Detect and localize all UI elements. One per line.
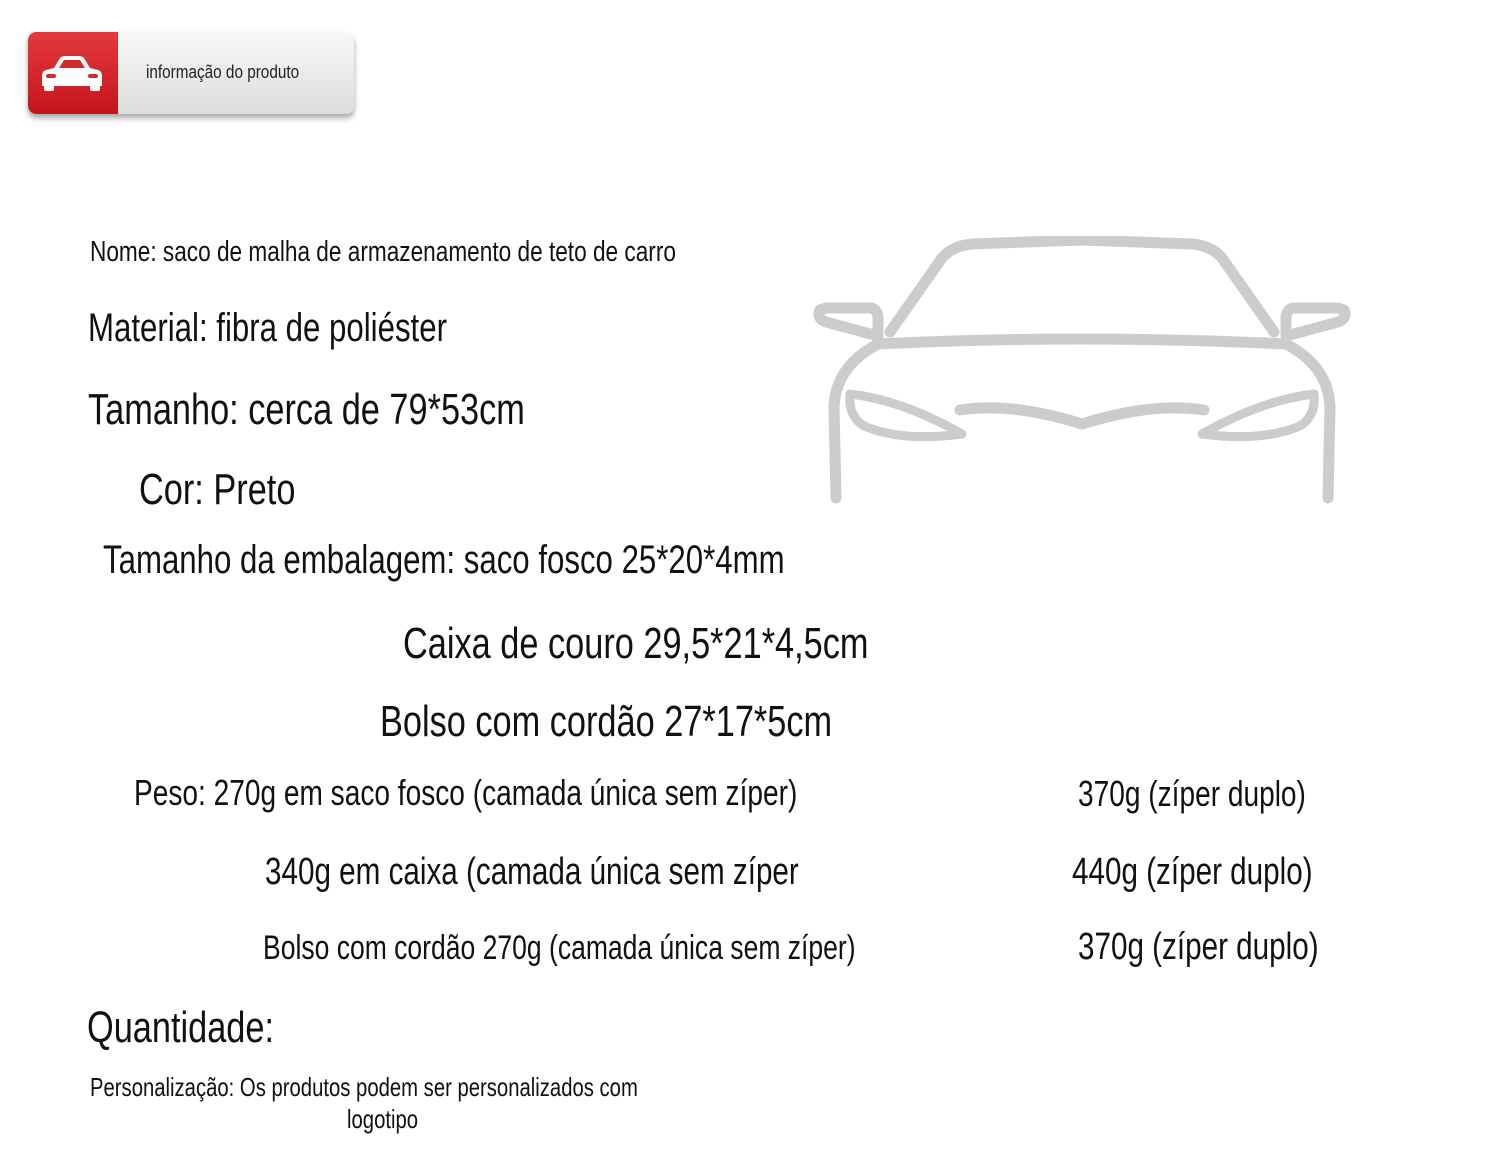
car-front-outline-icon: [812, 236, 1357, 506]
weight-double: 370g (zíper duplo): [1078, 773, 1306, 814]
packaging-box: Caixa de couro 29,5*21*4,5cm: [403, 619, 869, 668]
product-color: Cor: Preto: [139, 465, 296, 514]
weight-label: 340g em caixa (camada única sem zíper: [265, 851, 799, 893]
product-name: Nome: saco de malha de armazenamento de teto de carro: [90, 236, 676, 268]
product-material: Material: fibra de poliéster: [88, 306, 447, 350]
weight-label: Bolso com cordão 270g (camada única sem zíper): [263, 929, 856, 967]
weight-double: 370g (zíper duplo): [1078, 926, 1319, 968]
packaging-size: Tamanho da embalagem: saco fosco 25*20*4mm: [103, 538, 785, 582]
product-size: Tamanho: cerca de 79*53cm: [88, 385, 525, 434]
packaging-pouch: Bolso com cordão 27*17*5cm: [380, 697, 833, 746]
customization-line: Personalização: Os produtos podem ser personalizados com: [90, 1072, 638, 1102]
weight-double: 440g (zíper duplo): [1072, 851, 1313, 893]
badge-label: informação do produto: [146, 62, 300, 82]
quantity-label: Quantidade:: [87, 1003, 275, 1052]
badge-icon-box: [28, 32, 118, 114]
product-info-badge: [28, 32, 354, 114]
customization-line: logotipo: [347, 1104, 419, 1134]
car-icon: [40, 54, 104, 92]
weight-label: Peso: 270g em saco fosco (camada única sem zíper): [134, 772, 798, 813]
